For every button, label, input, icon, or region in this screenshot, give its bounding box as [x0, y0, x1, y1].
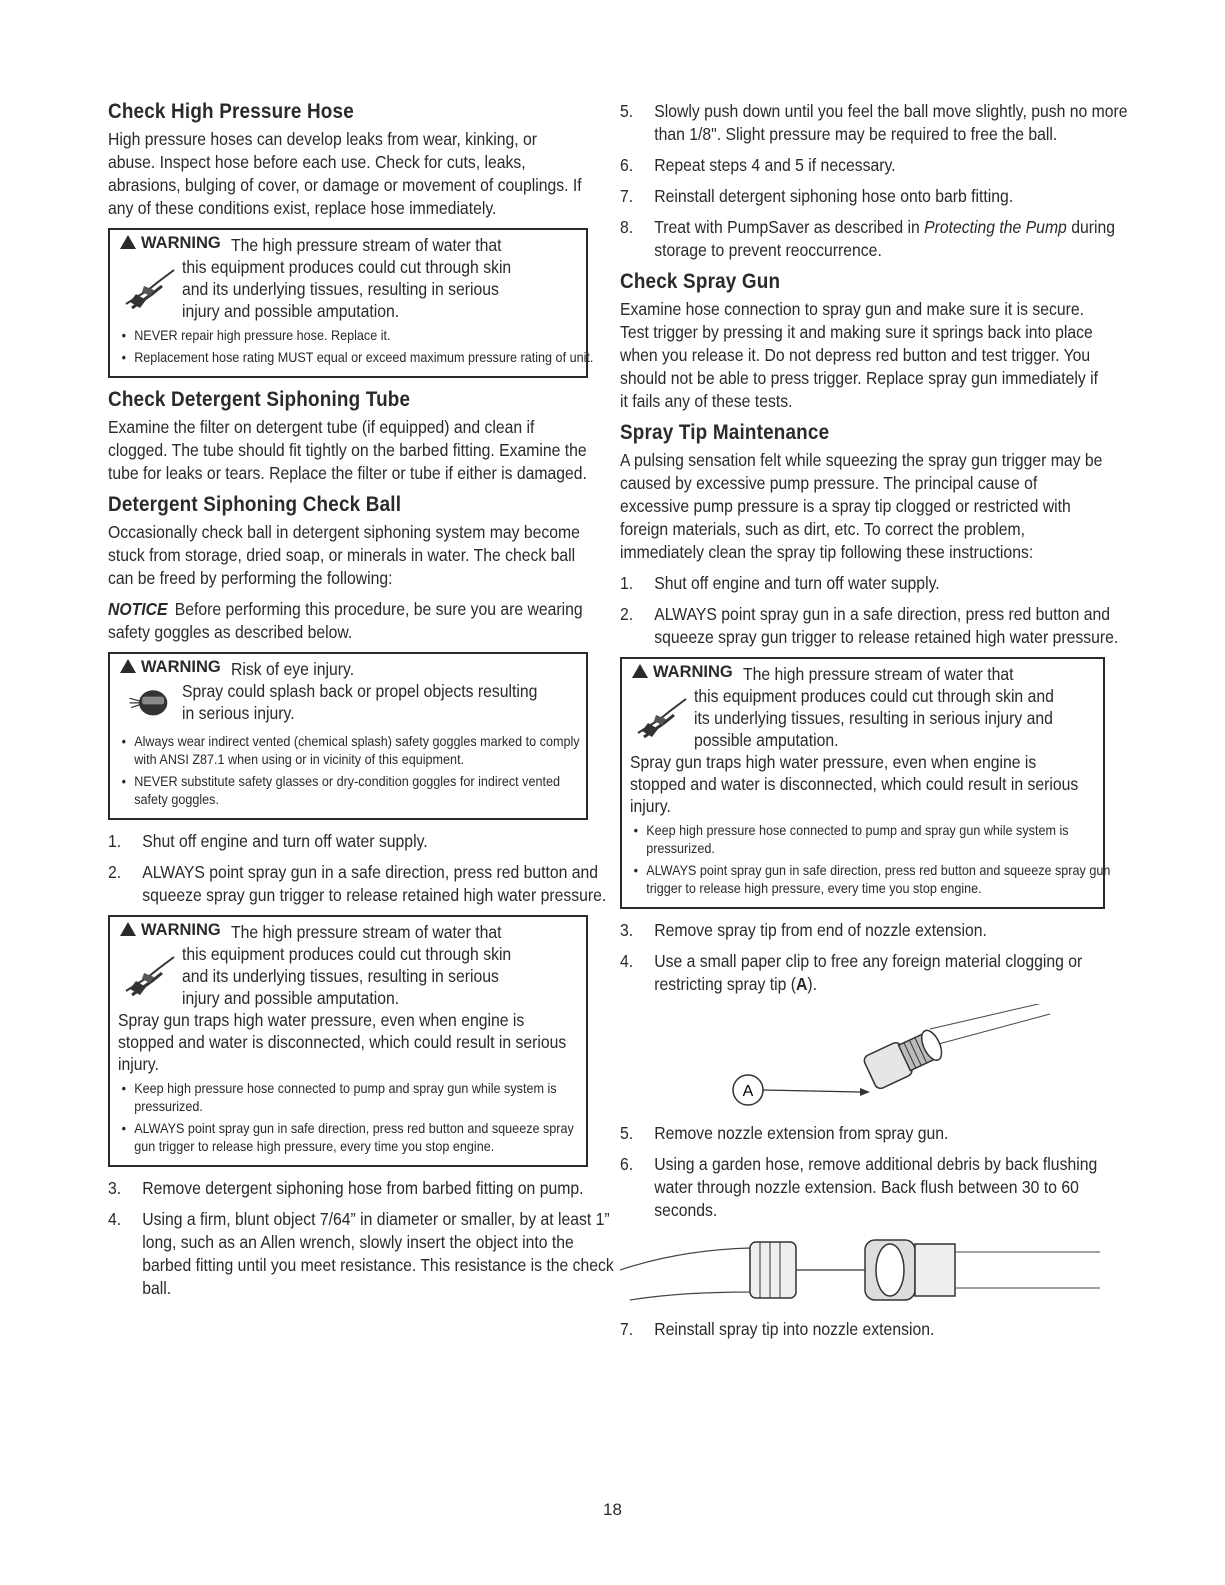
steps-list	[620, 100, 1128, 262]
warning-bullet: • NEVER repair high pressure hose. Replace it.	[118, 326, 594, 344]
warning-title: WARNING	[118, 658, 221, 677]
section-body-high-pressure-hose: High pressure hoses can develop leaks from wear, kinking, or abuse. Inspect hose before each use. Check for cuts, leaks, abrasions, bulging of cover, or damage or movement of couplings. If any of these conditions exist, replace hose immediately.	[108, 129, 582, 218]
steps-list	[620, 919, 1105, 996]
callout-label: A	[742, 1083, 754, 1100]
section-title-high-pressure-hose: Check High Pressure Hose	[108, 100, 354, 123]
warning-bullet: • Replacement hose rating MUST equal or exceed maximum pressure rating of unit.	[118, 348, 594, 366]
section-title-detergent-tube: Check Detergent Siphoning Tube	[108, 388, 411, 411]
right-column	[620, 100, 1128, 1349]
warning-box-eye	[108, 652, 588, 820]
warning-box-pressure	[108, 915, 588, 1167]
section-body-detergent-tube: Examine the filter on detergent tube (if equipped) and clean if clogged. The tube should fit tightly on the barbed fitting. Examine the tube for leaks or tears. Replace the filter or tube if either is damaged.	[108, 417, 587, 483]
warning-bullets	[118, 326, 594, 366]
skin-cut-hazard-icon	[118, 947, 182, 1003]
warning-bullets	[118, 732, 578, 808]
skin-cut-hazard-icon	[118, 260, 182, 316]
warning-bullet: • NEVER substitute safety glasses or dry-condition goggles for indirect vented safety goggles.	[118, 772, 594, 808]
section-body-spray-gun: Examine hose connection to spray gun and make sure it is secure. Test trigger by pressing it and making sure it springs back into place when you release it. Do not depress red button and test trigger. You should not be able to press trigger. Replace spray gun immediately if it fails any of these tests.	[620, 299, 1099, 411]
warning-lines: this equipment produces could cut through skin and its underlying tissues, resulting in serious injury and possible amputation.	[182, 257, 512, 321]
list-item: 4. Use a small paper clip to free any foreign material clogging or restricting spray tip (A).	[620, 951, 1083, 994]
goggles-hazard-icon	[118, 684, 182, 728]
notice-text: Before performing this procedure, be sure you are wearing safety goggles as described below.	[108, 599, 583, 642]
skin-cut-hazard-icon	[630, 689, 694, 745]
page-number: 18	[603, 1500, 622, 1519]
warning-box-pressure	[620, 657, 1111, 909]
warning-title: WARNING	[118, 234, 221, 253]
warning-lines: this equipment produces could cut through skin and its underlying tissues, resulting in serious injury and possible amputation.	[182, 944, 512, 1008]
notice-label: NOTICE	[108, 599, 168, 619]
section-title-spray-gun: Check Spray Gun	[620, 270, 781, 293]
warning-lead: The high pressure stream of water that	[742, 664, 1014, 684]
warning-triangle-icon	[120, 922, 136, 936]
list-item: 5. Remove nozzle extension from spray gun.	[620, 1123, 949, 1143]
list-item: 4. Using a firm, blunt object 7/64” in diameter or smaller, by at least 1” long, such as an Allen wrench, slowly insert the object into the barbed fitting until you meet resistance. This resistance is the check ball.	[108, 1209, 614, 1298]
warning-bullet: • Keep high pressure hose connected to pump and spray gun while system is pressurized.	[630, 821, 1111, 857]
steps-list	[620, 1122, 1105, 1222]
warning-extra: Spray gun traps high water pressure, even when engine is stopped and water is disconnected, which could result in serious injury.	[118, 1010, 567, 1074]
nozzle-flush-illustration	[620, 1230, 1100, 1310]
list-item: 6. Repeat steps 4 and 5 if necessary.	[620, 155, 896, 175]
steps-list	[620, 1318, 1105, 1341]
warning-bullets	[630, 821, 1111, 897]
warning-title: WARNING	[630, 663, 733, 682]
warning-bullets	[118, 1079, 578, 1155]
warning-bullet: • Always wear indirect vented (chemical splash) safety goggles marked to comply with ANSI Z87.1 when using or in vicinity of this equipment.	[118, 732, 594, 768]
list-item: 1. Shut off engine and turn off water supply.	[620, 573, 940, 593]
warning-lead: The high pressure stream of water that	[230, 922, 502, 942]
warning-bullet: • ALWAYS point spray gun in safe direction, press red button and squeeze spray gun trigger to release high pressure, every time you stop engine.	[630, 861, 1111, 897]
steps-list	[620, 572, 1119, 649]
list-item: 7. Reinstall spray tip into nozzle extension.	[620, 1319, 935, 1339]
warning-bullet: • Keep high pressure hose connected to pump and spray gun while system is pressurized.	[118, 1079, 594, 1115]
notice-paragraph	[108, 598, 588, 644]
spray-tip-illustration	[620, 1004, 1090, 1114]
warning-lead: The high pressure stream of water that	[230, 235, 502, 255]
list-item: 5. Slowly push down until you feel the ball move slightly, push no more than 1/8". Slight pressure may be required to free the ball.	[620, 101, 1128, 144]
warning-title: WARNING	[118, 921, 221, 940]
italic-reference: Protecting the Pump	[924, 217, 1067, 237]
steps-list	[108, 1177, 614, 1300]
section-title-check-ball: Detergent Siphoning Check Ball	[108, 493, 402, 516]
list-item: 2. ALWAYS point spray gun in a safe direction, press red button and squeeze spray gun trigger to release retained high water pressure.	[620, 604, 1119, 647]
warning-box-hose	[108, 228, 594, 378]
list-item: 6. Using a garden hose, remove additional debris by back flushing water through nozzle extension. Back flush between 30 to 60 seconds.	[620, 1154, 1098, 1220]
steps-list	[108, 830, 607, 907]
warning-bullet: • ALWAYS point spray gun in safe direction, press red button and squeeze spray gun trigger to release high pressure, every time you stop engine.	[118, 1119, 594, 1155]
warning-lines: Spray could splash back or propel objects resulting in serious injury.	[182, 681, 538, 723]
list-item: 3. Remove detergent siphoning hose from barbed fitting on pump.	[108, 1178, 584, 1198]
warning-lead: Risk of eye injury.	[230, 659, 354, 679]
warning-lines: this equipment produces could cut through skin and its underlying tissues, resulting in serious injury and possible amputation.	[694, 686, 1054, 750]
list-item: 3. Remove spray tip from end of nozzle extension.	[620, 920, 987, 940]
list-item: 1. Shut off engine and turn off water supply.	[108, 831, 428, 851]
section-body-spray-tip: A pulsing sensation felt while squeezing the spray gun trigger may be caused by excessive pump pressure. The principal cause of excessive pump pressure is a spray tip clogged or restricted with foreign materials, such as dirt, etc. To correct the problem, immediately clean the spray tip following these instructions:	[620, 450, 1103, 562]
warning-triangle-icon	[120, 235, 136, 249]
warning-extra: Spray gun traps high water pressure, even when engine is stopped and water is disconnected, which could result in serious injury.	[630, 752, 1079, 816]
list-item: 2. ALWAYS point spray gun in a safe direction, press red button and squeeze spray gun trigger to release retained high water pressure.	[108, 862, 607, 905]
section-body-check-ball: Occasionally check ball in detergent siphoning system may become stuck from storage, dried soap, or minerals in water. The check ball can be freed by performing the following:	[108, 522, 580, 588]
warning-triangle-icon	[120, 659, 136, 673]
section-title-spray-tip: Spray Tip Maintenance	[620, 421, 830, 444]
left-column	[108, 100, 614, 1308]
warning-triangle-icon	[632, 664, 648, 678]
list-item: 8. Treat with PumpSaver as described in Protecting the Pump during storage to prevent reoccurrence.	[620, 217, 1115, 260]
list-item: 7. Reinstall detergent siphoning hose onto barb fitting.	[620, 186, 1014, 206]
